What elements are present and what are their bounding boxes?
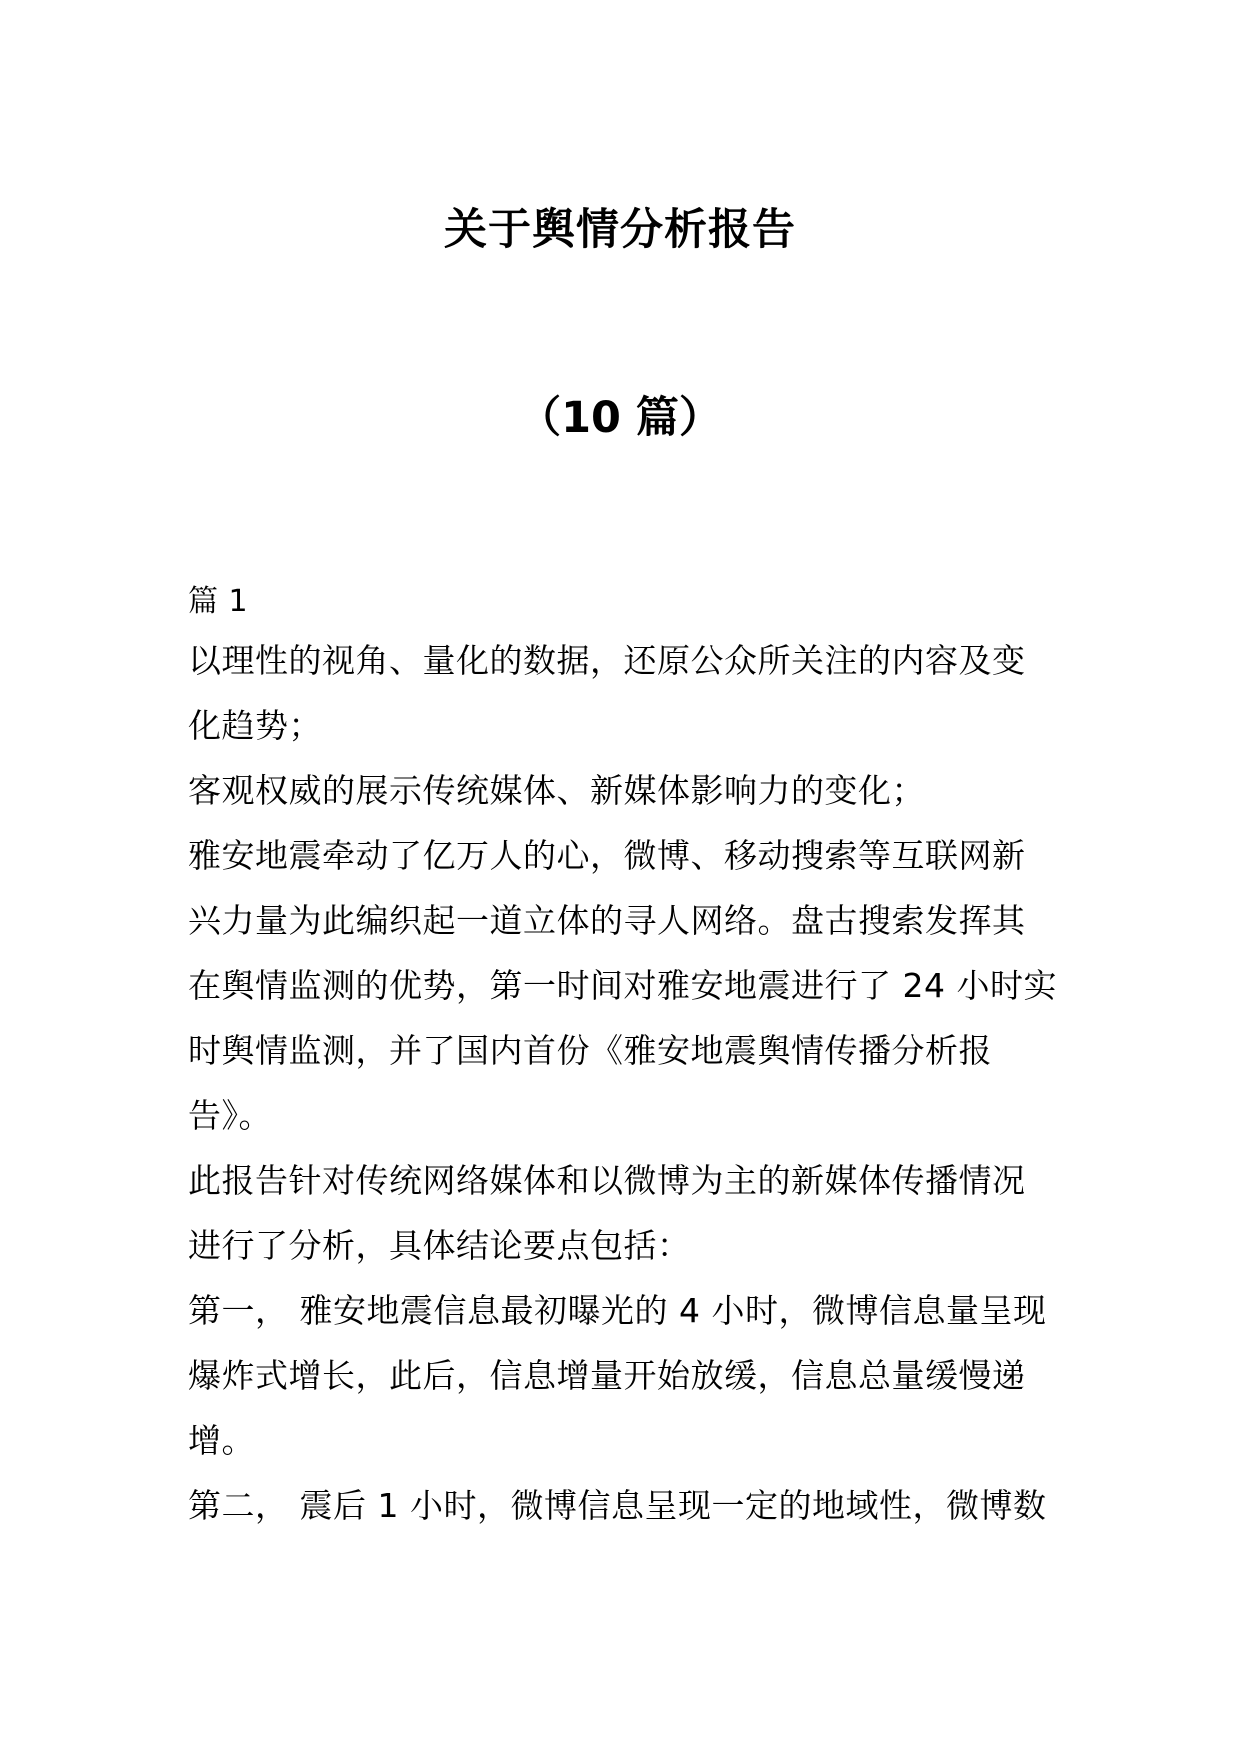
body-line: 时舆情监测，并了国内首份《雅安地震舆情传播分析报 [188, 1031, 992, 1070]
body-line: 以理性的视角、量化的数据，还原公众所关注的内容及变 [188, 641, 1026, 680]
document-title: 关于舆情分析报告 [444, 205, 796, 255]
body-line: 客观权威的展示传统媒体、新媒体影响力的变化； [188, 771, 925, 810]
body-line: 告》。 [188, 1096, 272, 1135]
body-line: 此报告针对传统网络媒体和以微博为主的新媒体传播情况 [188, 1161, 1026, 1200]
document-body [188, 576, 1058, 1538]
body-line: 兴力量为此编织起一道立体的寻人网络。盘古搜索发挥其 [188, 901, 1026, 940]
body-line: 在舆情监测的优势，第一时间对雅安地震进行了 24 小时实 [188, 966, 1057, 1005]
body-line: 第二， 震后 1 小时，微博信息呈现一定的地域性，微博数 [188, 1486, 1047, 1525]
section-heading: 篇 1 [188, 584, 249, 619]
body-line: 化趋势； [188, 706, 322, 745]
body-line: 增。 [188, 1421, 255, 1460]
document-subtitle: （10 篇） [518, 393, 722, 443]
body-line: 雅安地震牵动了亿万人的心，微博、移动搜索等互联网新 [188, 836, 1026, 875]
body-line: 进行了分析，具体结论要点包括： [188, 1226, 691, 1265]
body-line: 爆炸式增长，此后，信息增量开始放缓，信息总量缓慢递 [188, 1356, 1026, 1395]
body-line: 第一， 雅安地震信息最初曝光的 4 小时，微博信息量呈现 [188, 1291, 1047, 1330]
